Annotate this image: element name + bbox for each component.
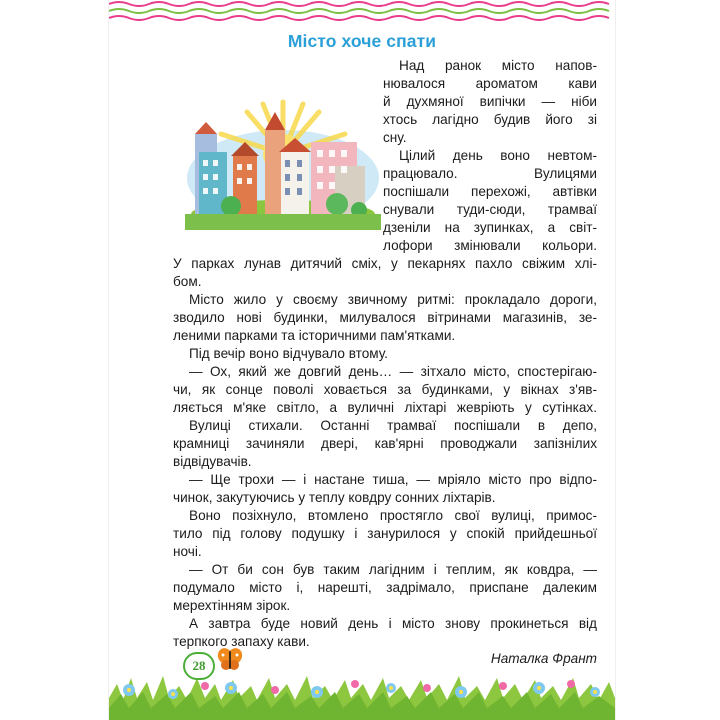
butterfly-icon bbox=[217, 646, 243, 672]
text-line: мерехтінням зірок. bbox=[173, 598, 291, 613]
text-line: сну. bbox=[383, 130, 407, 145]
text-line: крамниці зачиняли двері, кав'ярні проводжали запізнілих bbox=[173, 436, 597, 451]
text-line: лофори змінювали кольори. bbox=[383, 238, 597, 253]
text-line: чи, як сонце поволі ховається за будинками, у вікнах з'яв- bbox=[173, 382, 597, 397]
text-line: Цілий день воно невтом- bbox=[399, 148, 597, 163]
text-line: хтось лагідно будив його зі bbox=[383, 112, 597, 127]
text-line: Під вечір воно відчувало втому. bbox=[189, 346, 388, 361]
text-line: працювало. Вулицями bbox=[383, 166, 597, 181]
text-line: відвідувачів. bbox=[173, 454, 252, 469]
text-line: й духмяної випічки — ніби bbox=[383, 94, 597, 109]
text-line: подумало місто і, нарешті, задрімало, приспане далеким bbox=[173, 580, 597, 595]
author-name: Наталка Франт bbox=[490, 651, 597, 666]
text-line: поспішали перехожі, автівки bbox=[383, 184, 597, 199]
text-line: А завтра буде новий день і місто знову прокинеться від bbox=[189, 616, 597, 631]
text-line: зводило нові будинки, милувалося вітринами магазинів, зе- bbox=[173, 310, 597, 325]
city-illustration bbox=[185, 94, 381, 230]
text-line: ночі. bbox=[173, 544, 202, 559]
page-number: 28 bbox=[183, 652, 215, 680]
text-line: бом. bbox=[173, 274, 202, 289]
text-line: Над ранок місто напов- bbox=[399, 58, 597, 73]
text-line: — От би сон був таким лагідним і теплим, як ковдра, — bbox=[189, 562, 597, 577]
text-line: У парках лунав дитячий сміх, у пекарнях пахло свіжим хлі- bbox=[173, 256, 597, 271]
text-line: ляється м'яке світло, а вуличні ліхтарі жевріють у сутінках. bbox=[173, 400, 597, 415]
text-line: дзеніли на зупинках, а світ- bbox=[383, 220, 597, 235]
text-line: тило під голову подушку і занурилося у спокій прийдешньої bbox=[173, 526, 597, 541]
text-line: Вулиці стихали. Останні трамваї поспішали в депо, bbox=[189, 418, 597, 433]
text-line: Воно позіхнуло, втомлено простягло свої вулиці, примос- bbox=[189, 508, 597, 523]
book-page bbox=[108, 0, 616, 720]
text-line: — Ох, який же довгий день… — зітхало місто, спостерігаю- bbox=[189, 364, 597, 379]
text-line: снували туди-сюди, трамваї bbox=[383, 202, 597, 217]
text-line: Місто жило у своєму звичному ритмі: прокладало дороги, bbox=[189, 292, 597, 307]
text-line: терпкого запаху кави. bbox=[173, 634, 310, 649]
text-line: чинок, закутуючись у теплу ковдру сонних ліхтарів. bbox=[173, 490, 496, 505]
text-line: — Ще трохи — і настане тиша, — мріяло місто про відпо- bbox=[189, 472, 597, 487]
wavy-lines-decoration bbox=[109, 0, 615, 24]
story-title: Місто хоче спати bbox=[287, 31, 437, 51]
text-line: леними парками та історичними пам'ятками. bbox=[173, 328, 456, 343]
text-line: нювалося ароматом кави bbox=[383, 76, 597, 91]
